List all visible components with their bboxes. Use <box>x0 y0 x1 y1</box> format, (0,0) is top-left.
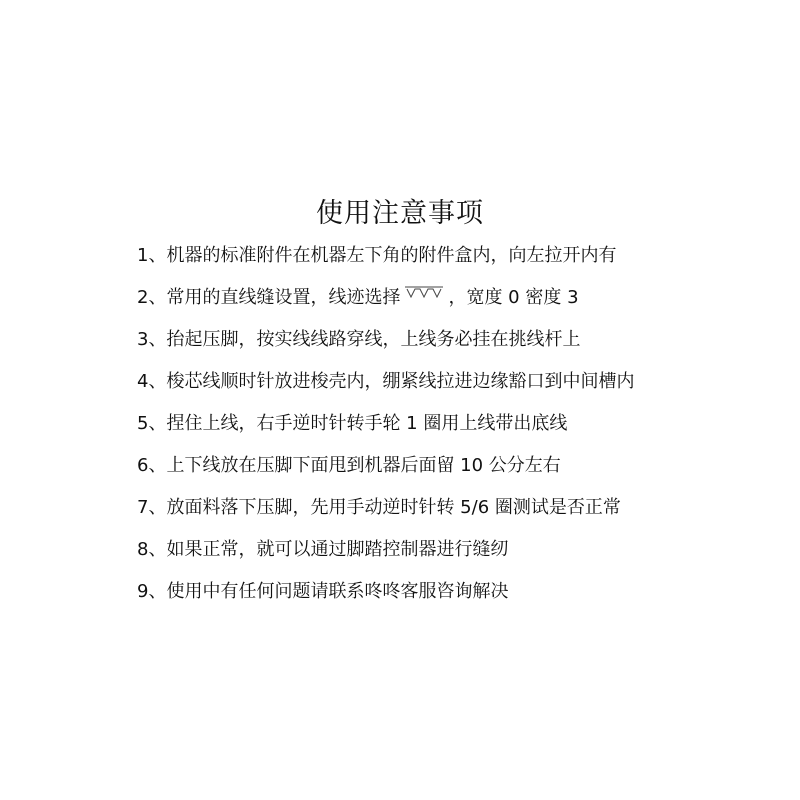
instruction-item-6: 6、上下线放在压脚下面甩到机器后面留 10 公分左右 <box>137 455 561 476</box>
page-title: 使用注意事项 <box>316 198 484 229</box>
instruction-item-2 <box>137 282 634 324</box>
instruction-list <box>137 240 634 618</box>
instruction-item-1: 1、机器的标准附件在机器左下角的附件盒内，向左拉开内有 <box>137 245 617 266</box>
instruction-item-2-text-before: 2、常用的直线缝设置，线迹选择 <box>137 287 401 308</box>
instruction-item-7: 7、放面料落下压脚，先用手动逆时针转 5/6 圈测试是否正常 <box>137 497 621 518</box>
instruction-item-2-text-after: ，宽度 0 密度 3 <box>448 287 579 308</box>
instruction-item-4: 4、梭芯线顺时针放进梭壳内，绷紧线拉进边缘豁口到中间槽内 <box>137 371 635 392</box>
instruction-item-5: 5、捏住上线，右手逆时针转手轮 1 圈用上线带出底线 <box>137 413 568 434</box>
zigzag-stitch-icon <box>404 285 444 299</box>
instruction-item-8: 8、如果正常，就可以通过脚踏控制器进行缝纫 <box>137 539 509 560</box>
instruction-item-3: 3、抬起压脚，按实线线路穿线，上线务必挂在挑线杆上 <box>137 329 581 350</box>
instruction-item-9: 9、使用中有任何问题请联系咚咚客服咨询解决 <box>137 581 509 602</box>
